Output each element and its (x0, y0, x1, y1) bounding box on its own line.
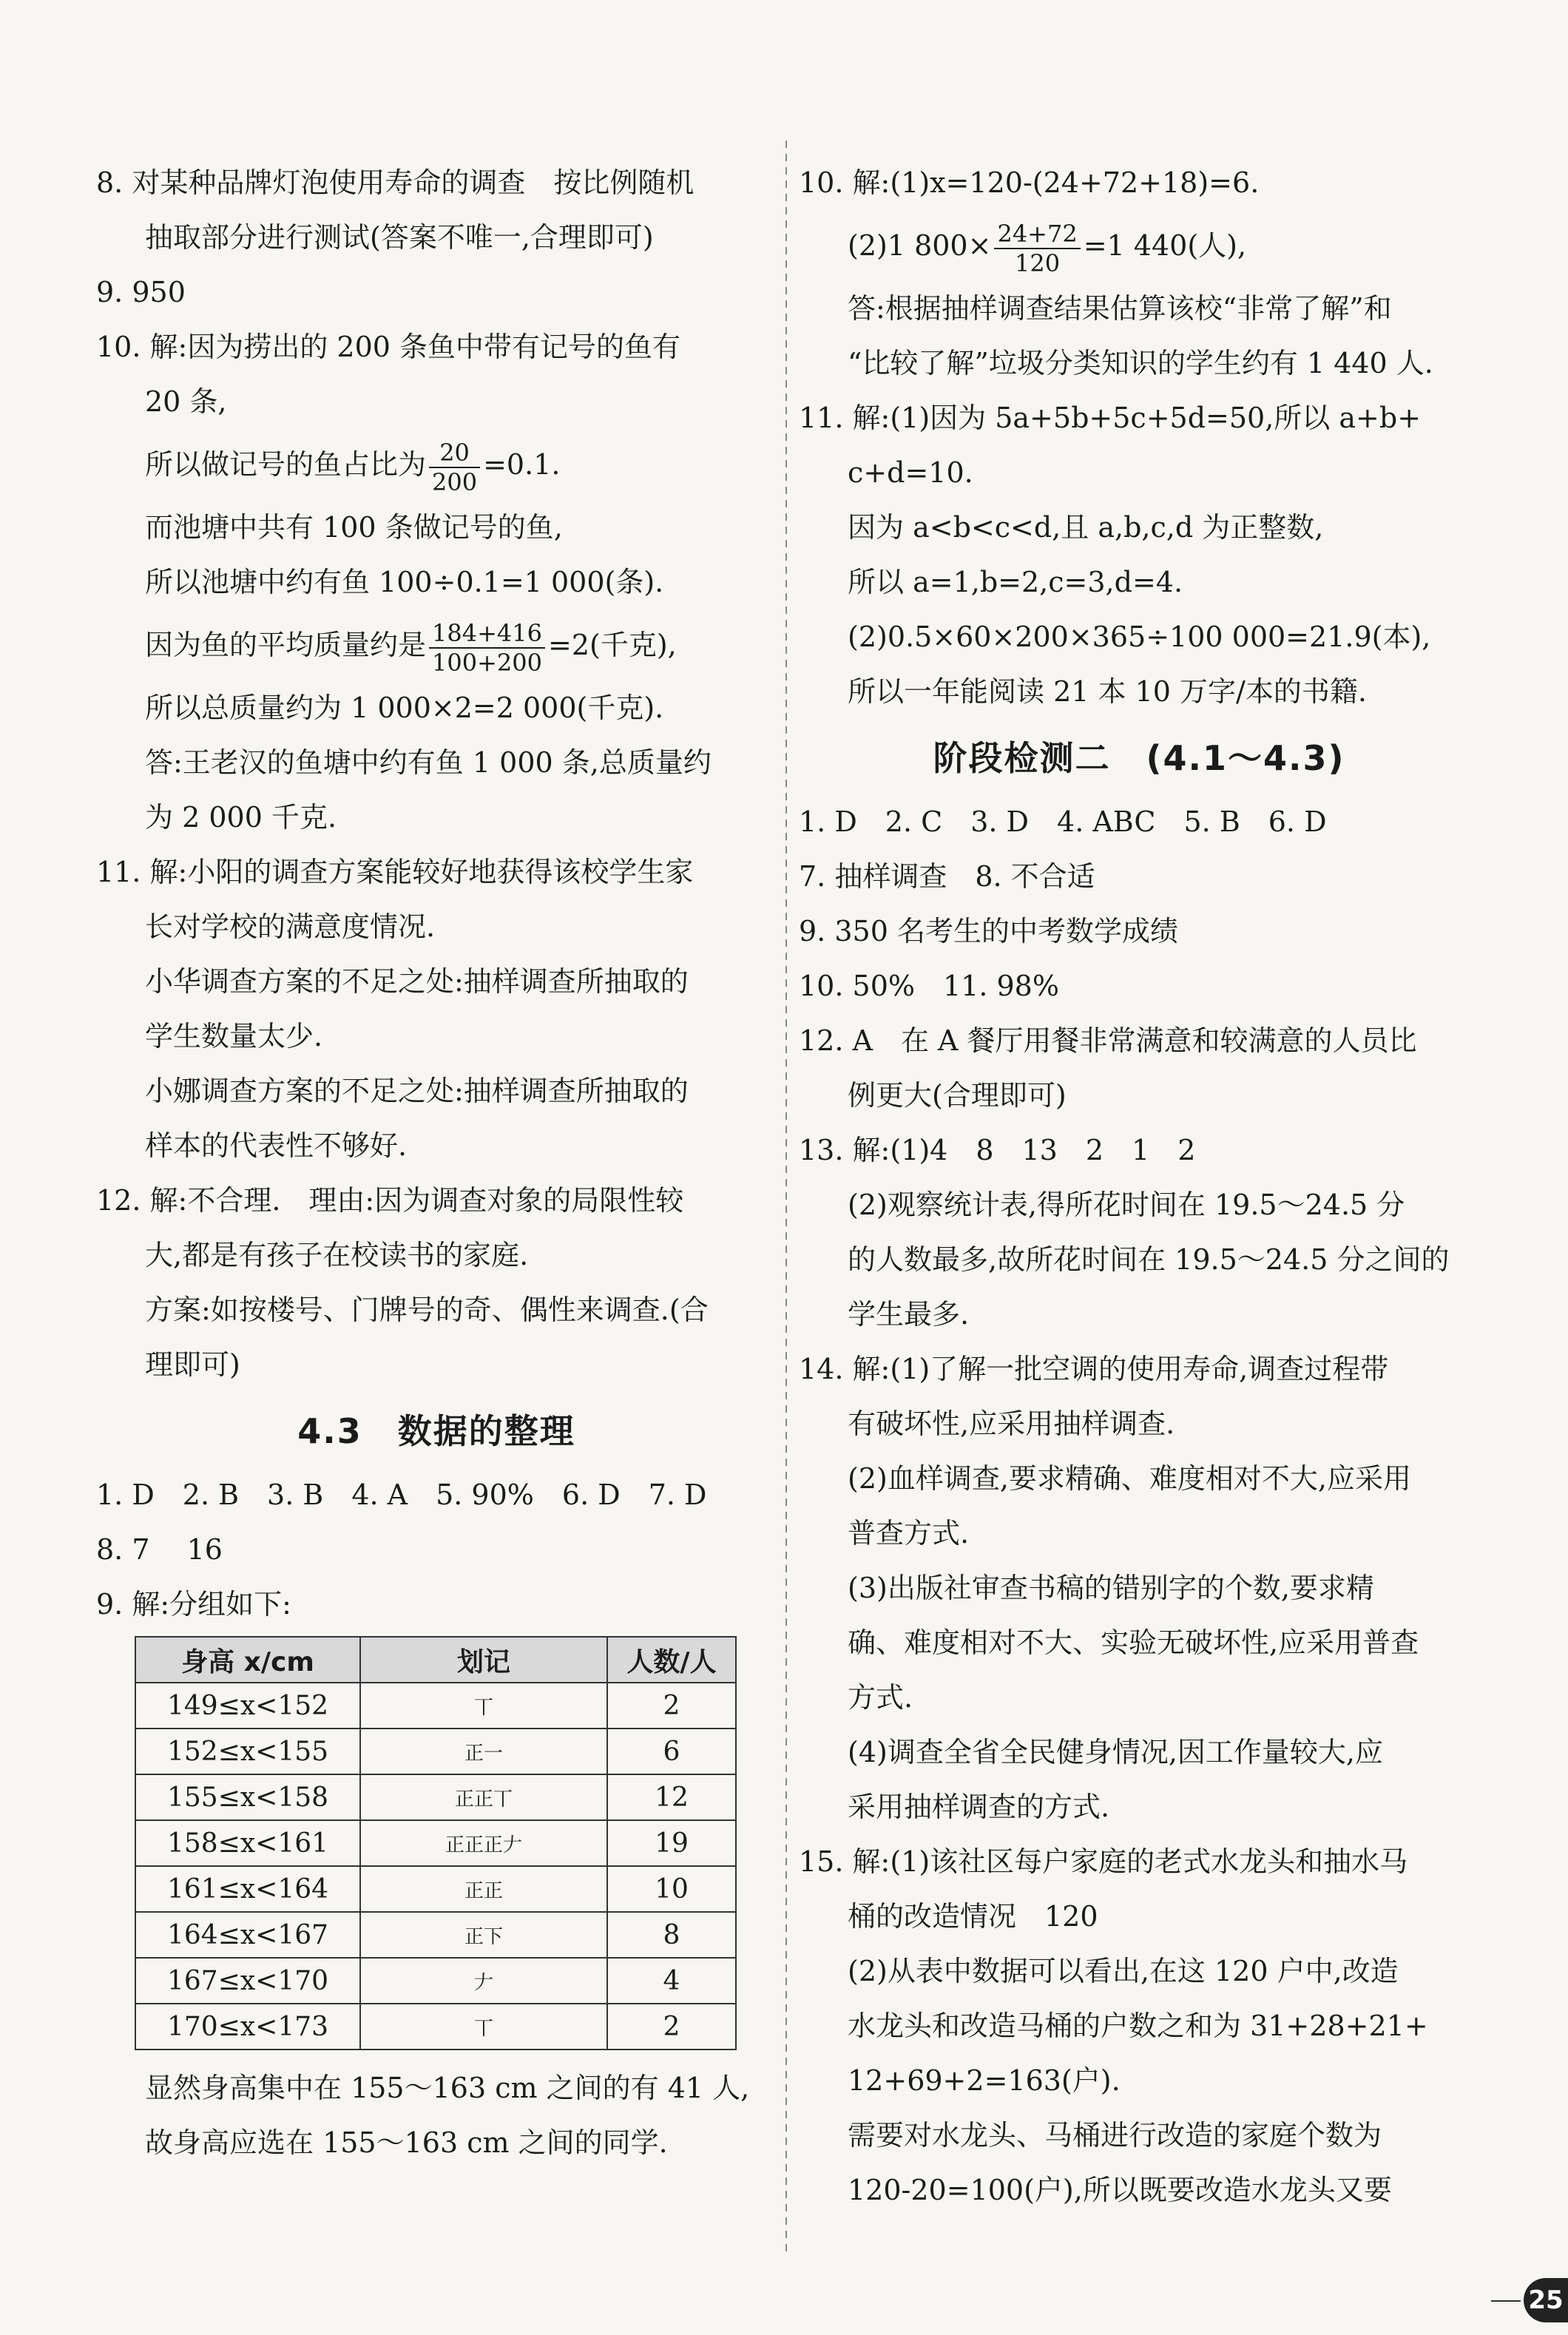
stage-q14-line8: (4)调查全省全民健身情况,因工作量较大,应 (848, 1736, 1383, 1768)
r-q11-line5: (2)0.5×60×200×365÷100 000=21.9(本), (848, 621, 1431, 653)
section-title-stage-test-2: 阶段检测二 (4.1～4.3) (933, 738, 1345, 778)
stage-q15-line5: 12+69+2=163(户). (848, 2064, 1121, 2097)
r-q11-line3: 因为 a<b<c<d,且 a,b,c,d 为正整数, (848, 511, 1324, 544)
stage-q12-line2: 例更大(合理即可) (848, 1079, 1067, 1112)
stage-q14-line2: 有破坏性,应采用抽样调查. (848, 1408, 1175, 1440)
q10-ratio: 所以做记号的鱼占比为 $\frac{20}{200}$ =0.1. (145, 438, 561, 496)
stage-q15-line2: 桶的改造情况 120 (848, 1900, 1098, 1933)
stage-q13-line3: 的人数最多,故所花时间在 19.5～24.5 分之间的 (848, 1243, 1450, 1276)
q12-line3: 方案:如按楼号、门牌号的奇、偶性来调查.(合 (145, 1294, 709, 1326)
r-q11-line2: c+d=10. (848, 456, 973, 489)
header-tally: 划记 (360, 1637, 607, 1683)
q11-line1: 11. 解:小阳的调查方案能较好地获得该校学生家 (96, 856, 694, 888)
q10-line7: 答:王老汉的鱼塘中约有鱼 1 000 条,总质量约 (145, 746, 712, 779)
fraction: $\frac{20}{200}$ (429, 439, 480, 496)
stage-q15-line6: 需要对水龙头、马桶进行改造的家庭个数为 (848, 2119, 1382, 2152)
q11-line2: 长对学校的满意度情况. (145, 910, 436, 943)
table-row: 158≤x<161 正正正𠂇 19 (135, 1820, 736, 1866)
table-row: 149≤x<152 丅 2 (135, 1683, 736, 1729)
q12-line4: 理即可) (145, 1348, 240, 1381)
table-row: 161≤x<164 正正 10 (135, 1866, 736, 1912)
q9-intro: 9. 解:分组如下: (96, 1588, 291, 1621)
stage-q15-line1: 15. 解:(1)该社区每户家庭的老式水龙头和抽水马 (799, 1845, 1408, 1878)
r-q11-line6: 所以一年能阅读 21 本 10 万字/本的书籍. (848, 675, 1367, 708)
table-row: 152≤x<155 正一 6 (135, 1729, 736, 1774)
header-height: 身高 x/cm (135, 1637, 360, 1683)
r-q11-line1: 11. 解:(1)因为 5a+5b+5c+5d=50,所以 a+b+ (799, 402, 1422, 434)
page-number: 25 (1524, 2278, 1568, 2322)
choice-answers: 1. D 2. B 3. B 4. A 5. 90% 6. D 7. D (96, 1479, 707, 1511)
header-count: 人数/人 (607, 1637, 736, 1683)
table-row: 170≤x<173 丅 2 (135, 2004, 736, 2050)
fill-answers: 8. 7 16 (96, 1533, 223, 1566)
stage-q14-line7: 方式. (848, 1681, 913, 1714)
q11-line5: 小娜调查方案的不足之处:抽样调查所抽取的 (145, 1075, 689, 1107)
q11-line6: 样本的代表性不够好. (145, 1129, 408, 1162)
stage-q14-line6: 确、难度相对不大、实验无破坏性,应采用普查 (848, 1626, 1419, 1659)
stage-q13-line4: 学生最多. (848, 1298, 970, 1331)
q8-line1: 8. 对某种品牌灯泡使用寿命的调查 按比例随机 (96, 166, 695, 199)
section-title-4-3: 4.3 数据的整理 (297, 1411, 575, 1451)
q12-line1: 12. 解:不合理. 理由:因为调查对象的局限性较 (96, 1184, 684, 1217)
r-q11-line4: 所以 a=1,b=2,c=3,d=4. (848, 566, 1183, 598)
stage-q15-line3: (2)从表中数据可以看出,在这 120 户中,改造 (848, 1955, 1399, 1987)
q10-mass: 因为鱼的平均质量约是 $\frac{184+416}{100+200}$ =2(千克), (145, 618, 677, 677)
fraction: $\frac{24+72}{120}$ (994, 220, 1080, 277)
q10-line1: 10. 解:因为捞出的 200 条鱼中带有记号的鱼有 (96, 331, 681, 363)
right-column (799, 155, 1479, 2217)
stage-q14-line5: (3)出版社审查书稿的错别字的个数,要求精 (848, 1572, 1374, 1604)
table-row: 164≤x<167 正下 8 (135, 1912, 736, 1958)
height-frequency-table (135, 1636, 737, 2050)
stage-q13-line1: 13. 解:(1)4 8 13 2 1 2 (799, 1134, 1196, 1166)
stage-answer-9: 9. 350 名考生的中考数学成绩 (799, 915, 1178, 947)
stage-answers-1-6: 1. D 2. C 3. D 4. ABC 5. B 6. D (799, 805, 1327, 838)
stage-q15-line7: 120-20=100(户),所以既要改造水龙头又要 (848, 2174, 1392, 2206)
stage-q14-line4: 普查方式. (848, 1517, 970, 1550)
fraction: $\frac{184+416}{100+200}$ (429, 619, 545, 677)
table-conclusion-1: 显然身高集中在 155～163 cm 之间的有 41 人, (145, 2072, 750, 2104)
q11-line4: 学生数量太少. (145, 1020, 323, 1052)
stage-q14-line1: 14. 解:(1)了解一批空调的使用寿命,调查过程带 (799, 1353, 1389, 1385)
stage-q14-line3: (2)血样调查,要求精确、难度相对不大,应采用 (848, 1462, 1411, 1495)
table-header-row (135, 1637, 736, 1683)
table-row: 155≤x<158 正正丅 12 (135, 1774, 736, 1820)
r-q10-line1: 10. 解:(1)x=120-(24+72+18)=6. (799, 166, 1260, 199)
q10-line3: 而池塘中共有 100 条做记号的鱼, (145, 511, 563, 544)
q10-line6: 所以总质量约为 1 000×2=2 000(千克). (145, 692, 664, 724)
q10-line2: 20 条, (145, 385, 227, 418)
stage-q14-line9: 采用抽样调查的方式. (848, 1791, 1110, 1823)
q10-line4: 所以池塘中约有鱼 100÷0.1=1 000(条). (145, 566, 664, 598)
page-number-dash (1491, 2300, 1521, 2302)
stage-q15-line4: 水龙头和改造马桶的户数之和为 31+28+21+ (848, 2010, 1428, 2042)
stage-q13-line2: (2)观察统计表,得所花时间在 19.5～24.5 分 (848, 1189, 1405, 1221)
stage-answers-7-8: 7. 抽样调查 8. 不合适 (799, 860, 1095, 893)
table-row: 167≤x<170 𠂇 4 (135, 1958, 736, 2004)
table-conclusion-2: 故身高应选在 155～163 cm 之间的同学. (145, 2126, 668, 2159)
r-q10-answer-2: “比较了解”垃圾分类知识的学生约有 1 440 人. (848, 347, 1433, 379)
q10-line8: 为 2 000 千克. (145, 801, 337, 834)
q11-line3: 小华调查方案的不足之处:抽样调查所抽取的 (145, 965, 689, 998)
r-q10-answer-1: 答:根据抽样调查结果估算该校“非常了解”和 (848, 292, 1392, 325)
left-column (96, 155, 777, 2170)
q8-line2: 抽取部分进行测试(答案不唯一,合理即可) (145, 221, 654, 254)
r-q10-fraction-line: (2)1 800× $\frac{24+72}{120}$ =1 440(人), (848, 219, 1247, 277)
stage-q12-line1: 12. A 在 A 餐厅用餐非常满意和较满意的人员比 (799, 1024, 1417, 1057)
column-divider (785, 141, 787, 2256)
q9-answer: 9. 950 (96, 276, 186, 308)
stage-answers-10-11: 10. 50% 11. 98% (799, 970, 1059, 1002)
q12-line2: 大,都是有孩子在校读书的家庭. (145, 1239, 529, 1271)
